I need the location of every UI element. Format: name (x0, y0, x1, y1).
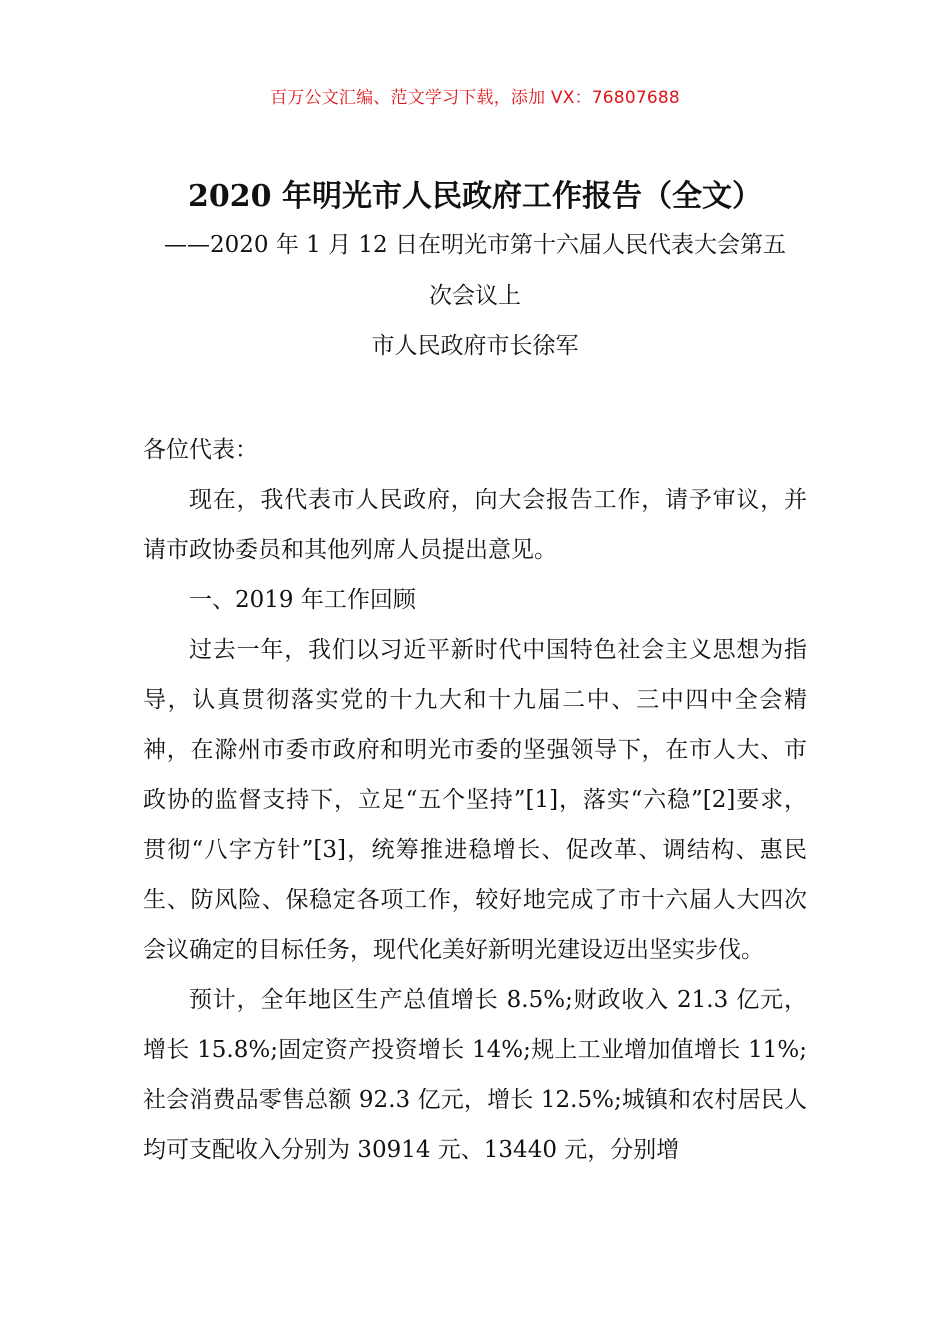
subtitle-line-3: 市人民政府市长徐军 (371, 333, 579, 359)
subtitle-line-2: 次会议上 (429, 283, 521, 309)
header-banner: 百万公文汇编、范文学习下载，添加 VX：76807688 (270, 88, 680, 108)
paragraph-statistics: 预计，全年地区生产总值增长 8.5%;财政收入 21.3 亿元，增长 15.8%;固定资产投资增长 14%;规上工业增加值增长 11%;社会消费品零售总额 92.3 亿元，增长 12.5%;城镇和农村居民人均可支配收入分别为 30914 元、13440 元，分别增 (143, 987, 807, 1163)
subtitle-line-1: ——2020 年 1 月 12 日在明光市第十六届人民代表大会第五 (164, 232, 786, 258)
section-heading: 一、2019 年工作回顾 (189, 587, 416, 613)
document-title: 2020 年明光市人民政府工作报告（全文） (188, 179, 762, 214)
paragraph-review: 过去一年，我们以习近平新时代中国特色社会主义思想为指导，认真贯彻落实党的十九大和十九届二中、三中四中全会精神，在滁州市委市政府和明光市委的坚强领导下，在市人大、市政协的监督支持下，立足“五个坚持”[1]，落实“六稳”[2]要求，贯彻“八字方针”[3]，统筹推进稳增长、促改革、调结构、惠民生、防风险、保稳定各项工作，较好地完成了市十六届人大四次会议确定的目标任务，现代化美好新明光建设迈出坚实步伐。 (143, 637, 807, 963)
salutation: 各位代表： (143, 437, 258, 463)
paragraph-intro: 现在，我代表市人民政府，向大会报告工作，请予审议，并请市政协委员和其他列席人员提出意见。 (143, 487, 807, 563)
document-body (143, 425, 807, 1175)
